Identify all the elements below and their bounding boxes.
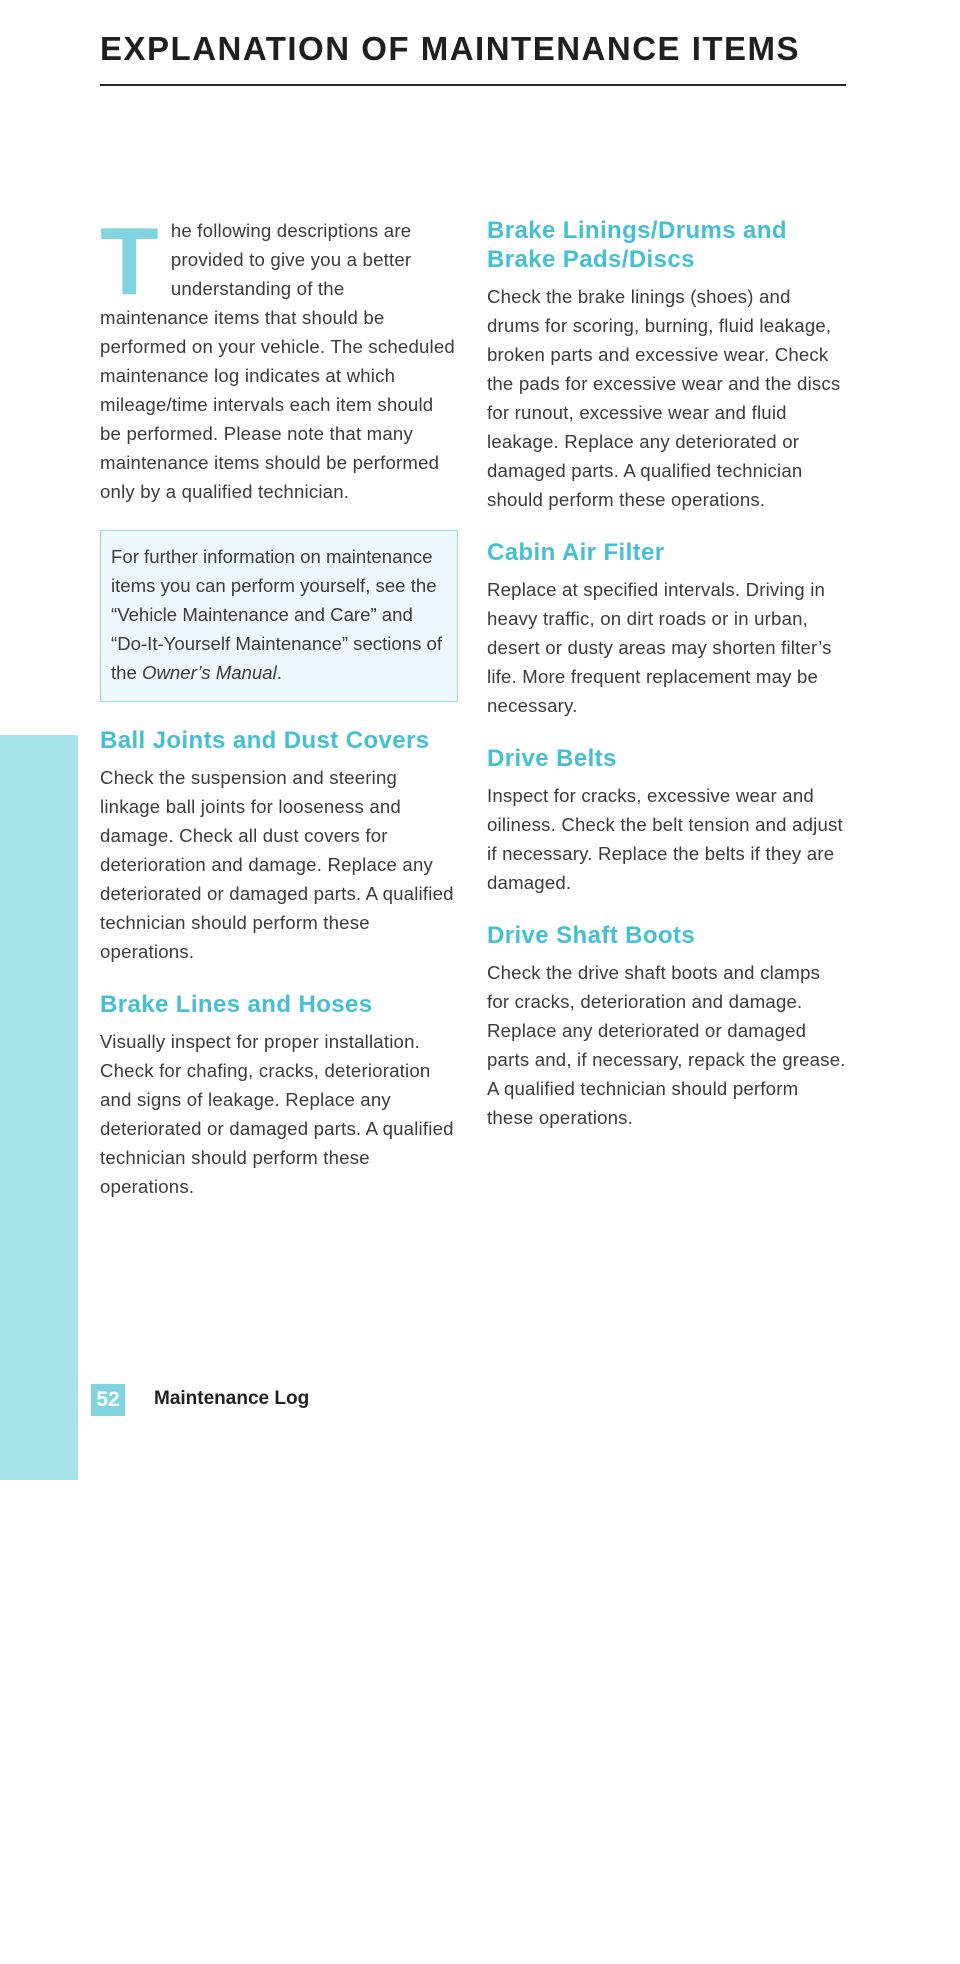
- footer-label: Maintenance Log: [154, 1388, 310, 1409]
- section-body-ball-joints: Check the suspension and steering linkage ball joints for looseness and damage. Check all dust covers for deterioration and damage. Replace any deteriorated or damaged parts. A qualified technician should perform these operations.: [100, 767, 454, 962]
- page-number: 52: [91, 1384, 125, 1416]
- note-box: [100, 530, 458, 702]
- section-heading-brake-linings: Brake Linings/Drums and Brake Pads/Discs: [487, 217, 787, 273]
- left-column: [100, 208, 458, 1201]
- note-text-end: .: [276, 662, 282, 683]
- section-body-cabin-air-filter: Replace at specified intervals. Driving in heavy traffic, on dirt roads or in urban, desert or dusty areas may shorten filter’s life. More frequent replacement may be necessary.: [487, 579, 832, 716]
- section-heading-ball-joints: Ball Joints and Dust Covers: [100, 727, 430, 754]
- intro-paragraph: [100, 208, 458, 506]
- intro-text: he following descriptions are provided to give you a better understanding of the maintenance items that should be performed on your vehicle. The scheduled maintenance log indicates at which mileage/time intervals each item should be performed. Please note that many maintenance items should be performed only by a qualified technician.: [100, 220, 455, 502]
- section-body-drive-belts: Inspect for cracks, excessive wear and oiliness. Check the belt tension and adjust if necessary. Replace the belts if they are damaged.: [487, 785, 843, 893]
- note-text: [111, 542, 447, 687]
- section-body-drive-shaft-boots: Check the drive shaft boots and clamps for cracks, deterioration and damage. Replace any deteriorated or damaged parts and, if necessary, repack the grease. A qualified technician should perform these operations.: [487, 962, 846, 1128]
- right-column: [487, 216, 847, 1132]
- side-tab: [0, 735, 78, 1964]
- section-heading-brake-lines: Brake Lines and Hoses: [100, 991, 373, 1018]
- section-heading-drive-shaft-boots: Drive Shaft Boots: [487, 922, 696, 949]
- drop-cap: T: [100, 208, 159, 315]
- section-body-brake-lines: Visually inspect for proper installation. Check for chafing, cracks, deterioration and signs of leakage. Replace any deteriorated or damaged parts. A qualified technician should perform these operations.: [100, 1031, 454, 1197]
- note-manual-title: Owner’s Manual: [142, 662, 277, 683]
- section-body-brake-linings: Check the brake linings (shoes) and drums for scoring, burning, fluid leakage, broken parts and excessive wear. Check the pads for excessive wear and the discs for runout, excessive wear and fluid leakage. Replace any deteriorated or damaged parts. A qualified technician should perform these operations.: [487, 286, 841, 510]
- side-tab-label: MAINTENANCE: [21, 1716, 54, 1964]
- section-heading-cabin-air-filter: Cabin Air Filter: [487, 539, 665, 566]
- note-text-main: For further information on maintenance items you can perform yourself, see the “Vehicle Maintenance and Care” and “Do-It-Yourself Maintenance” sections of the: [111, 546, 443, 683]
- section-heading-drive-belts: Drive Belts: [487, 745, 617, 772]
- page-title: EXPLANATION OF MAINTENANCE ITEMS: [100, 30, 801, 67]
- header-divider: [100, 84, 846, 86]
